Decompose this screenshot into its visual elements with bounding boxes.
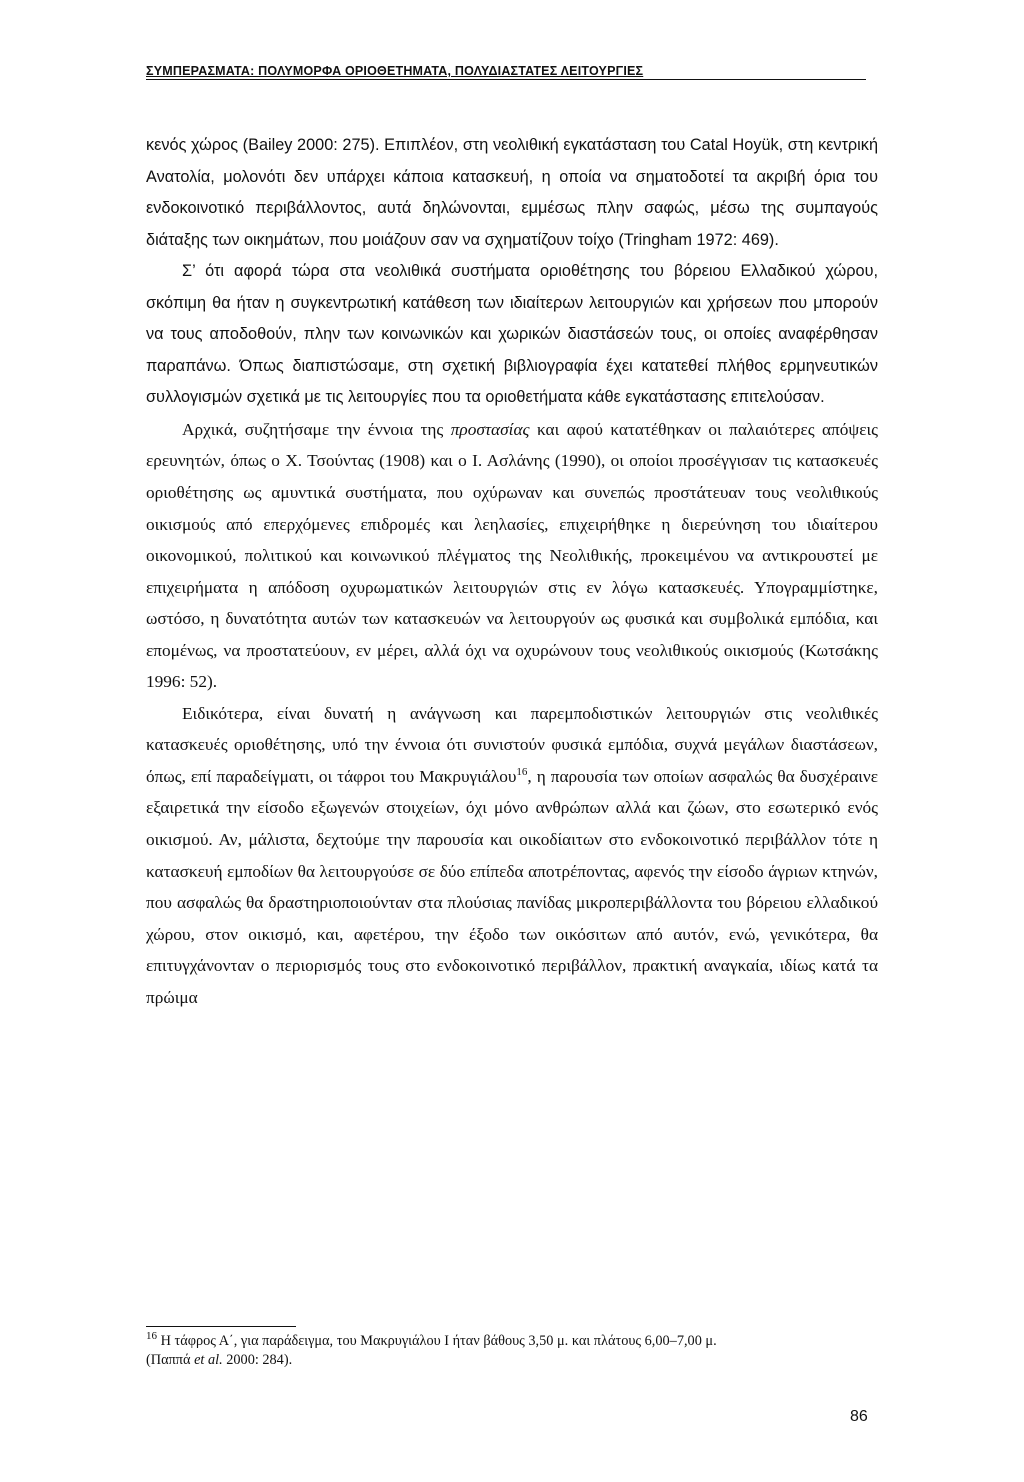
footnote-separator [146,1326,296,1327]
footnote-text-2a: (Παππά [146,1352,195,1368]
running-header [146,64,866,80]
footnote-emphasis: et al. [194,1352,223,1368]
footnote-line-2 [146,1351,878,1370]
main-text [146,130,878,1013]
paragraph-4 [146,698,878,1013]
paragraph-1: κενός χώρος (Bailey 2000: 275). Επιπλέον, στη νεολιθική εγκατάσταση του Catal Hoyük, στη κεντρική Ανατολία, μολονότι δεν υπάρχει κάποια κατασκευή, η οποία να σηματοδοτεί τα ακριβή όρια του ενδοκοινοτικό περιβάλλοντος, αυτά δηλώνονται, εμμέσως πλην σαφώς, μέσω της συμπαγούς διάταξης των οικημάτων, που μοιάζουν σαν να σχηματίζουν τοίχο (Tringham 1972: 469). [146,136,878,249]
paragraph-3 [146,414,878,698]
footnote-text-1: Η τάφρος Α΄, για παράδειγμα, του Μακρυγιάλου Ι ήταν βάθους 3,50 μ. και πλάτους 6,00–7,00 μ. [157,1333,717,1349]
page-number: 86 [850,1408,868,1425]
paragraph-3-text-a: Αρχικά, συζητήσαμε την έννοια της [182,419,451,439]
footnote-marker: 16 [146,1330,157,1343]
paragraph-2 [146,256,878,414]
paragraph-3-text-b: και αφού κατατέθηκαν οι παλαιότερες απόψεις ερευνητών, όπως ο Χ. Τσούντας (1908) και ο Ι. Ασλάνης (1990), οι οποίοι προσέγγισαν τις κατασκευές οριοθέτησης ως αμυντικά συστήματα, που οχύρωναν και συνεπώς προστάτευαν τους νεολιθικούς οικισμούς από επερχόμενες επιδρομές και λεηλασίες, επιχειρήθηκε η διερεύνηση του ιδιαίτερου οικονομικού, πολιτικού και κοινωνικού πλέγματος της Νεολιθικής, προκειμένου να αντικρουστεί με επιχειρήματα η απόδοση οχυρωματικών λειτουργιών στις εν λόγω κατασκευές. Υπογραμμίστηκε, ωστόσο, η δυνατότητα αυτών των κατασκευών να λειτουργούν ως φυσικά και συμβολικά εμπόδια, και επομένως, να προστατεύουν, εν μέρει, αλλά όχι να οχυρώνουν τους νεολιθικούς οικισμούς (Κωτσάκης 1996: 52). [146,419,878,692]
footnote [146,1332,878,1370]
running-title: ΣΥΜΠΕΡΑΣΜΑΤΑ: ΠΟΛΥΜΟΡΦΑ ΟΡΙΟΘΕΤΗΜΑΤΑ, ΠΟΛΥΔΙΑΣΤΑΤΕΣ ΛΕΙΤΟΥΡΓΙΕΣ [146,64,644,78]
footnote-text-2b: 2000: 284). [222,1352,293,1368]
paragraph-4-text-a: Ειδικότερα, είναι δυνατή η ανάγνωση και παρεμποδιστικών λειτουργιών στις νεολιθικές κατασκευές οριοθέτησης, υπό την έννοια ότι συνιστούν φυσικά εμπόδια, συχνά μεγάλων διαστάσεων, όπως, επί παραδείγματι, οι τάφροι του Μακρυγιάλου [146,703,878,786]
paragraph-4-text-b: , η παρουσία των οποίων ασφαλώς θα δυσχέραινε εξαιρετικά την είσοδο εξωγενών στοιχείων, όχι μόνο ανθρώπων αλλά και ζώων, στο εσωτερικό ενός οικισμού. Αν, μάλιστα, δεχτούμε την παρουσία και οικοδίαιτων στο ενδοκοινοτικό περιβάλλον τότε η κατασκευή εμποδίων θα λειτουργούσε σε δύο επίπεδα αποτρέποντας, αφενός την είσοδο άγριων κτηνών, που ασφαλώς θα δραστηριοποιούνταν στα πλούσιας πανίδας μικροπεριβάλλοντα του βόρειου ελλαδικού χώρου, στον οικισμό, και, αφετέρου, την έξοδο των οικόσιτων από αυτόν, ενώ, γενικότερα, θα επιτυγχάνονταν ο περιορισμός τους στο ενδοκοινοτικό περιβάλλον, πρακτική αναγκαία, ιδίως κατά τα πρώιμα [146,766,878,1007]
paragraph-3-emphasis: προστασίας [450,419,530,439]
paragraph-2-text: Σ’ ότι αφορά τώρα στα νεολιθικά συστήματα οριοθέτησης του βόρειου Ελλαδικού χώρου, σκόπιμη θα ήταν η συγκεντρωτική κατάθεση των ιδιαίτερων λειτουργιών και χρήσεων που μπορούν να τους αποδοθούν, πλην των κοινωνικών και χωρικών διαστάσεών τους, οι οποίες αναφέρθησαν παραπάνω. Όπως διαπιστώσαμε, στη σχετική βιβλιογραφία έχει κατατεθεί πλήθος ερμηνευτικών συλλογισμών σχετικά με τις λειτουργίες που τα οριοθετήματα κάθε εγκατάστασης επιτελούσαν. [146,262,878,407]
footnote-line-1 [146,1332,878,1351]
footnote-reference[interactable]: 16 [516,766,528,779]
